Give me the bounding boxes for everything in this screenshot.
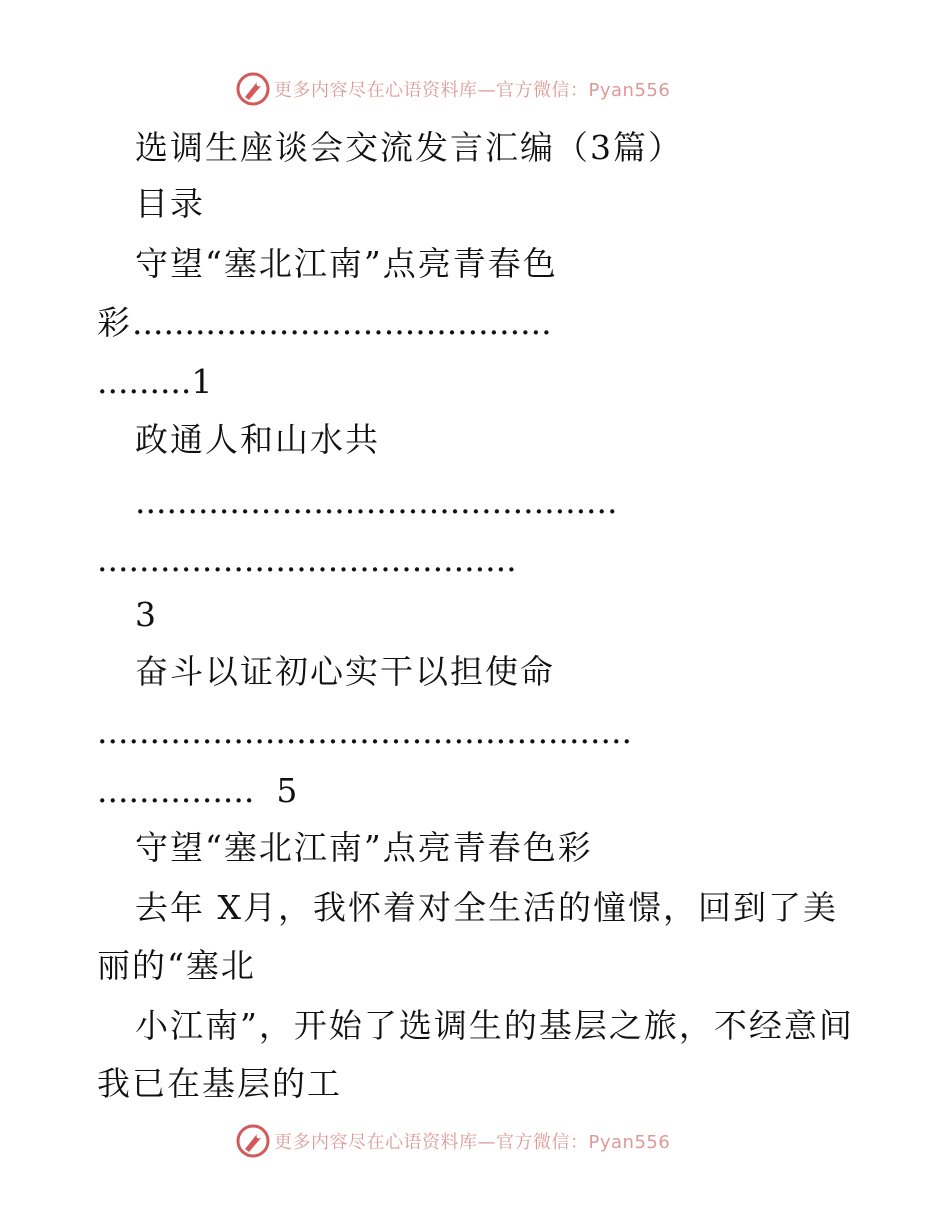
section-title: 守望“塞北江南”点亮青春色彩 [135, 828, 593, 867]
paragraph-line: 去年 X月，我怀着对全生活的憧憬，回到了美 [135, 888, 838, 927]
toc-entry-2-title: 政通人和山水共 [135, 420, 380, 459]
toc-entry-3-leader: ................................................... [97, 712, 632, 751]
toc-entry-1-leader: ........................................ [132, 303, 552, 342]
toc-entry-2-leader-cont: ........................................ [97, 540, 517, 579]
watermark-footer [236, 1124, 670, 1158]
paragraph-line: 我已在基层的工 [97, 1064, 342, 1103]
pen-logo-icon [236, 72, 270, 106]
paragraph-line: 小江南”，开始了选调生的基层之旅，不经意间 [135, 1006, 854, 1045]
paragraph-line: 丽的“塞北 [97, 946, 256, 985]
toc-entry-1-page: 1 [191, 362, 215, 401]
toc-entry-3-page: 5 [276, 771, 300, 810]
watermark-header [236, 72, 670, 106]
watermark-text: 更多内容尽在心语资料库—官方微信：Pyan556 [274, 1132, 671, 1153]
document-title: 选调生座谈会交流发言汇编（3篇） [135, 128, 683, 167]
toc-entry-2-page: 3 [135, 595, 158, 634]
toc-entry-3-title: 奋斗以证初心实干以担使命 [135, 652, 555, 691]
watermark-text: 更多内容尽在心语资料库—官方微信：Pyan556 [274, 80, 671, 101]
toc-entry-1-title: 守望“塞北江南”点亮青春色 [135, 244, 558, 283]
toc-entry-2-leader: .............................................. [135, 482, 618, 521]
toc-entry-3-page-line: ............... 5 [97, 771, 300, 810]
toc-entry-1-page-line: .........1 [97, 362, 215, 401]
toc-heading: 目录 [135, 184, 205, 223]
toc-entry-1-title-cont: 彩........................................ [97, 303, 552, 342]
pen-logo-icon [236, 1124, 270, 1158]
